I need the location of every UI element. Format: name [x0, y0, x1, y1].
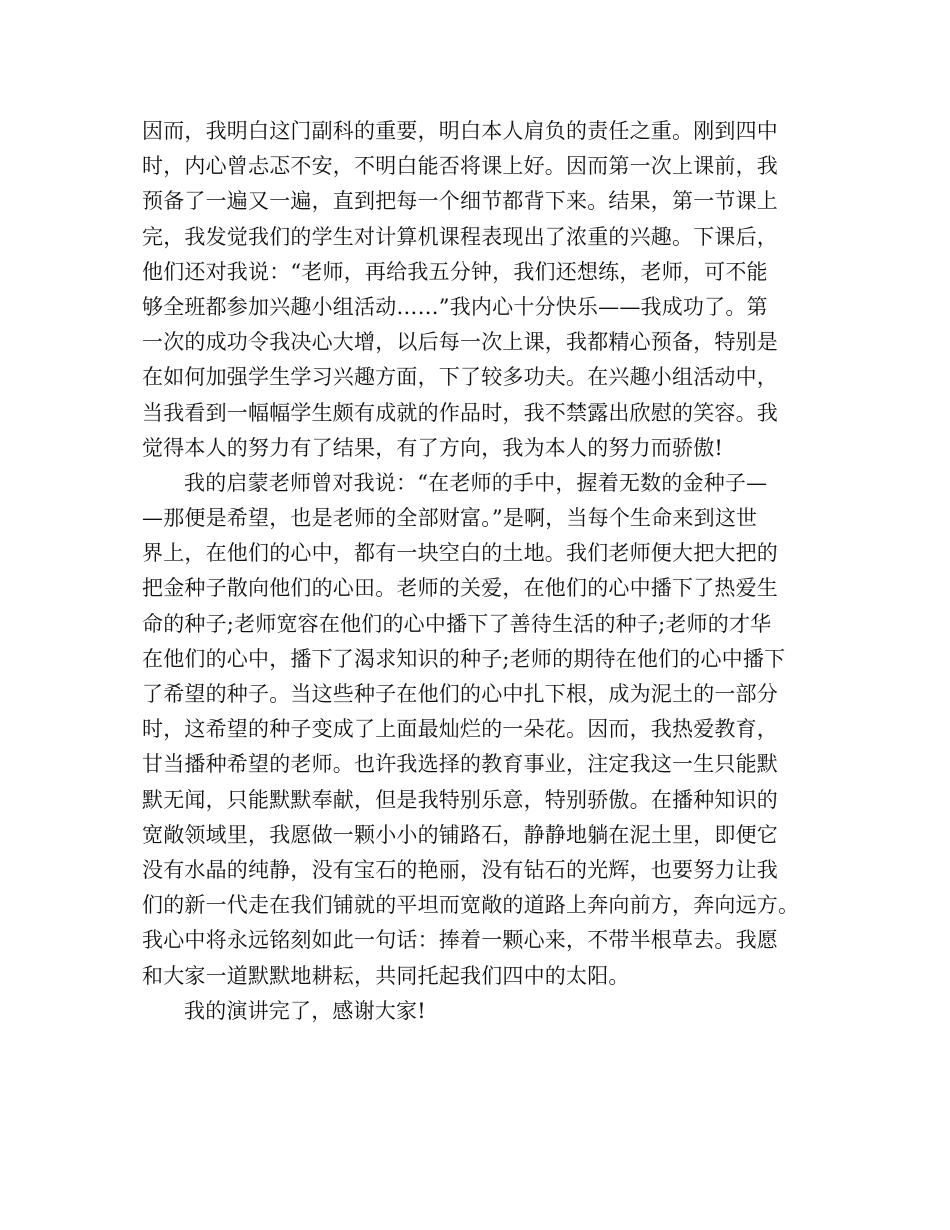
text-line: 把金种子散向他们的心田。老师的关爱，在他们的心中播下了热爱生 — [142, 576, 778, 601]
text-line: 时，这希望的种子变成了上面最灿烂的一朵花。因而，我热爱教育， — [142, 717, 778, 742]
text-line: 命的种子;老师宽容在他们的心中播下了善待生活的种子;老师的才华 — [142, 611, 772, 636]
text-line: 们的新一代走在我们铺就的平坦而宽敞的道路上奔向前方，奔向远方。 — [142, 893, 800, 918]
text-line: 够全班都参加兴趣小组活动……”我内心十分快乐——我成功了。第 — [142, 294, 768, 319]
text-line: 因而，我明白这门副科的重要，明白本人肩负的责任之重。刚到四中 — [142, 119, 778, 143]
text-line: 预备了一遍又一遍，直到把每一个细节都背下来。结果，第一节课上 — [142, 189, 778, 214]
text-line: 我的启蒙老师曾对我说：“在老师的手中，握着无数的金种子— — [184, 470, 768, 495]
text-line: 我心中将永远铭刻如此一句话：捧着一颗心来，不带半根草去。我愿 — [142, 928, 778, 953]
text-line: 了希望的种子。当这些种子在他们的心中扎下根，成为泥土的一部分 — [142, 682, 778, 706]
text-line: 我的演讲完了，感谢大家! — [184, 998, 426, 1023]
text-line: —那便是希望，也是老师的全部财富。”是啊，当每个生命来到这世 — [142, 506, 758, 531]
text-line: 甘当播种希望的老师。也许我选择的教育事业，注定我这一生只能默 — [142, 752, 778, 777]
text-line: 当我看到一幅幅学生颇有成就的作品时，我不禁露出欣慰的笑容。我 — [142, 400, 778, 425]
text-line: 和大家一道默默地耕耘，共同托起我们四中的太阳。 — [142, 963, 630, 988]
text-line: 界上，在他们的心中，都有一块空白的土地。我们老师便大把大把的 — [142, 541, 778, 566]
text-line: 没有水晶的纯静，没有宝石的艳丽，没有钻石的光辉，也要努力让我 — [142, 857, 778, 882]
text-line: 完，我发觉我们的学生对计算机课程表现出了浓重的兴趣。下课后， — [142, 224, 778, 249]
text-line: 一次的成功令我决心大增，以后每一次上课，我都精心预备，特别是 — [142, 330, 778, 355]
text-line: 他们还对我说：“老师，再给我五分钟，我们还想练，老师，可不能 — [142, 259, 768, 284]
text-line: 在他们的心中，播下了渴求知识的种子;老师的期待在他们的心中播下 — [142, 646, 786, 671]
text-line: 觉得本人的努力有了结果，有了方向，我为本人的努力而骄傲! — [142, 435, 724, 460]
speech-text — [142, 114, 832, 1029]
text-line: 宽敞领域里，我愿做一颗小小的铺路石，静静地躺在泥土里，即便它 — [142, 822, 778, 847]
text-line: 时，内心曾忐忑不安，不明白能否将课上好。因而第一次上课前，我 — [142, 154, 778, 179]
text-line: 默无闻，只能默默奉献，但是我特别乐意，特别骄傲。在播种知识的 — [142, 787, 778, 812]
text-line: 在如何加强学生学习兴趣方面，下了较多功夫。在兴趣小组活动中， — [142, 365, 778, 390]
